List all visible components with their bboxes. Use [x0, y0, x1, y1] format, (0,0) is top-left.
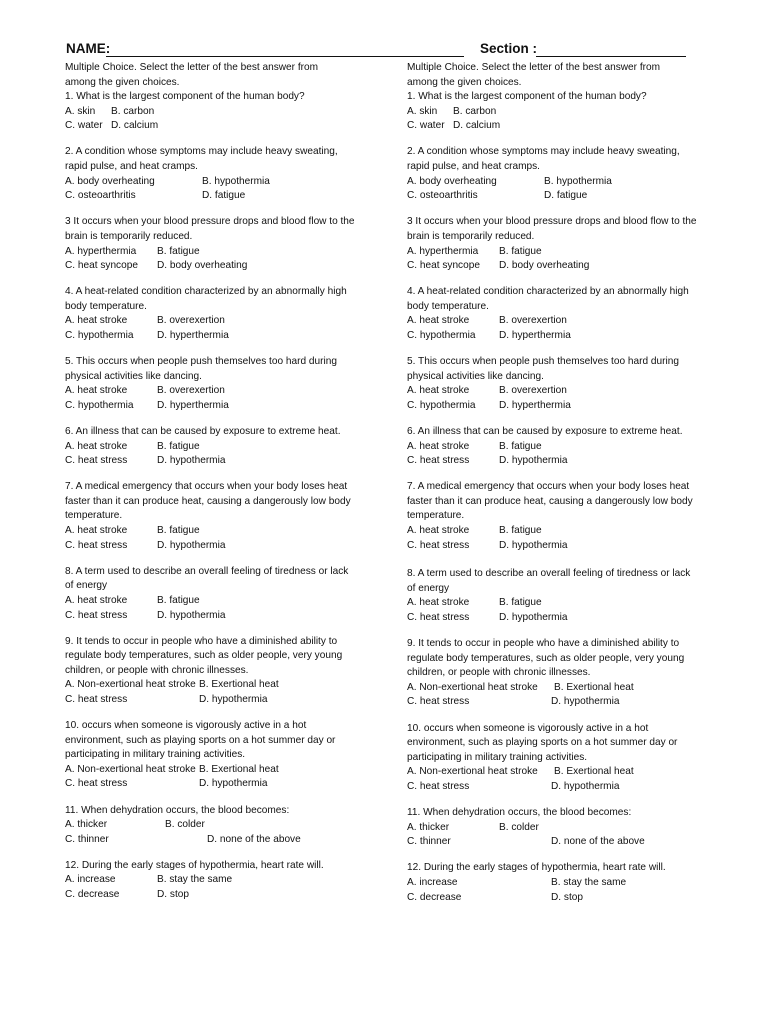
- question-text: 6. An illness that can be caused by exposure to extreme heat.: [407, 425, 683, 437]
- option-row: [65, 539, 385, 554]
- answer-option[interactable]: B. fatigue: [157, 245, 200, 257]
- option-row: [407, 876, 727, 891]
- question-item: [65, 355, 385, 413]
- question-item: [407, 637, 727, 710]
- question-text: 7. A medical emergency that occurs when your body loses heat faster than it can produce heat, causing a dangerously low body temperature.: [407, 481, 693, 522]
- option-row: [65, 175, 385, 190]
- question-text: 6. An illness that can be caused by exposure to extreme heat.: [65, 425, 341, 437]
- option-row: [407, 454, 727, 469]
- answer-option[interactable]: B. overexertion: [157, 315, 225, 327]
- option-row: [407, 119, 727, 134]
- question-text: 11. When dehydration occurs, the blood becomes:: [65, 804, 290, 816]
- answer-option[interactable]: D. none of the above: [551, 836, 645, 848]
- option-row: [65, 384, 385, 399]
- answer-option[interactable]: D. hyperthermia: [499, 330, 571, 341]
- option-row: [65, 888, 385, 903]
- option-row: [407, 384, 727, 399]
- answer-option[interactable]: C. hypothermia: [65, 399, 134, 411]
- answer-option[interactable]: D. calcium: [111, 120, 159, 132]
- answer-option[interactable]: D. body overheating: [499, 260, 590, 272]
- question-item: [407, 425, 727, 469]
- question-text: 9. It tends to occur in people who have a diminished ability to regulate body temperatures, such as older people, very young children, or people with chronic illnesses.: [65, 635, 343, 676]
- answer-option[interactable]: D. hypothermia: [499, 612, 568, 623]
- quiz-column-right: [407, 61, 727, 917]
- option-row: [65, 609, 385, 624]
- answer-option[interactable]: C. heat syncope: [407, 260, 480, 272]
- name-blank-line[interactable]: [106, 56, 464, 57]
- question-item: [65, 145, 385, 203]
- answer-option[interactable]: C. hypothermia: [407, 330, 476, 341]
- answer-option[interactable]: A. Non-exertional heat stroke: [407, 681, 538, 693]
- question-item: [65, 215, 385, 273]
- question-text: 10. occurs when someone is vigorously active in a hot environment, such as playing sports on a hot summer day or participating in military training activities.: [65, 720, 336, 761]
- answer-option[interactable]: C. heat stress: [65, 693, 128, 705]
- answer-option[interactable]: B. stay the same: [157, 874, 233, 886]
- question-text: 8. A term used to describe an overall feeling of tiredness or lack of energy: [65, 565, 349, 592]
- option-row: [407, 105, 727, 120]
- answer-option[interactable]: B. overexertion: [499, 315, 567, 327]
- answer-option[interactable]: B. fatigue: [499, 440, 542, 452]
- answer-option[interactable]: D. hypothermia: [551, 780, 620, 792]
- answer-option[interactable]: D. hypothermia: [199, 693, 268, 705]
- header: [0, 41, 768, 63]
- answer-option[interactable]: A. Non-exertional heat stroke: [65, 679, 196, 691]
- answer-option[interactable]: A. Non-exertional heat stroke: [407, 766, 538, 778]
- option-row: [65, 119, 385, 134]
- question-item: [407, 806, 727, 850]
- option-row: [65, 763, 385, 778]
- answer-option[interactable]: B. overexertion: [499, 385, 567, 397]
- question-item: [65, 565, 385, 623]
- option-row: [407, 259, 727, 274]
- option-row: [407, 524, 727, 539]
- answer-option[interactable]: C. heat stress: [65, 539, 128, 551]
- answer-option[interactable]: D. hypothermia: [499, 539, 568, 551]
- answer-option[interactable]: D. stop: [551, 891, 583, 903]
- answer-option[interactable]: A. body overheating: [65, 175, 155, 187]
- answer-option[interactable]: A. heat stroke: [65, 594, 128, 606]
- option-row: [407, 681, 727, 696]
- option-row: [407, 175, 727, 190]
- answer-option[interactable]: D. hyperthermia: [499, 399, 571, 411]
- answer-option[interactable]: A. heat stroke: [65, 315, 128, 327]
- answer-option[interactable]: B. carbon: [453, 105, 497, 117]
- answer-option[interactable]: B. colder: [165, 819, 205, 831]
- answer-option[interactable]: D. hypothermia: [551, 696, 620, 708]
- name-label: NAME:: [66, 41, 111, 56]
- section-blank-line[interactable]: [536, 56, 686, 57]
- option-row: [65, 454, 385, 469]
- answer-option[interactable]: A. hyperthermia: [407, 245, 479, 257]
- answer-option[interactable]: C. heat stress: [65, 778, 128, 790]
- question-item: [407, 722, 727, 795]
- option-row: [407, 835, 727, 850]
- question-item: [65, 425, 385, 469]
- question-item: [407, 145, 727, 203]
- answer-option[interactable]: A. thicker: [407, 821, 450, 833]
- answer-option[interactable]: B. fatigue: [499, 525, 542, 537]
- answer-option[interactable]: C. osteoarthritis: [65, 190, 136, 202]
- answer-option[interactable]: C. hypothermia: [407, 399, 476, 411]
- answer-option[interactable]: B. fatigue: [157, 594, 200, 606]
- option-row: [65, 693, 385, 708]
- answer-option[interactable]: A. heat stroke: [407, 385, 470, 397]
- question-text: 5. This occurs when people push themselves too hard during physical activities like dancing.: [65, 356, 337, 382]
- answer-option[interactable]: B. carbon: [111, 105, 155, 117]
- question-text: 1. What is the largest component of the human body?: [407, 91, 647, 103]
- answer-option[interactable]: A. increase: [407, 876, 458, 888]
- answer-option[interactable]: C. heat stress: [407, 612, 470, 623]
- question-text: 1. What is the largest component of the human body?: [65, 91, 305, 103]
- answer-option[interactable]: C. thinner: [407, 836, 451, 848]
- answer-option[interactable]: D. hypothermia: [199, 778, 268, 790]
- question-item: [407, 567, 727, 625]
- question-text: 2. A condition whose symptoms may include heavy sweating, rapid pulse, and heat cramps.: [407, 146, 680, 173]
- answer-option[interactable]: A. thicker: [65, 819, 108, 831]
- option-row: [65, 524, 385, 539]
- quiz-column-left: [65, 61, 385, 914]
- answer-option[interactable]: B. colder: [499, 821, 539, 833]
- answer-option[interactable]: B. hypothermia: [202, 175, 270, 187]
- answer-option[interactable]: C. osteoarthritis: [407, 190, 478, 202]
- answer-option[interactable]: C. decrease: [407, 891, 462, 903]
- answer-option[interactable]: C. decrease: [65, 889, 120, 900]
- answer-option[interactable]: D. hypothermia: [157, 609, 226, 621]
- answer-option[interactable]: C. thinner: [65, 833, 109, 845]
- option-row: [65, 777, 385, 792]
- question-text: 12. During the early stages of hypothermia, heart rate will.: [407, 862, 666, 874]
- option-row: [65, 594, 385, 609]
- answer-option[interactable]: B. Exertional heat: [199, 679, 279, 691]
- answer-option[interactable]: A. increase: [65, 874, 116, 886]
- answer-option[interactable]: A. heat stroke: [407, 525, 470, 537]
- question-text: 10. occurs when someone is vigorously active in a hot environment, such as playing sports on a hot summer day or participating in military training activities.: [407, 722, 678, 763]
- question-text: 3 It occurs when your blood pressure drops and blood flow to the brain is temporarily reduced.: [65, 216, 355, 242]
- question-item: [407, 285, 727, 343]
- answer-option[interactable]: D. hypothermia: [499, 455, 568, 467]
- answer-option[interactable]: A. hyperthermia: [65, 245, 137, 257]
- option-row: [65, 818, 385, 833]
- question-item: [65, 635, 385, 708]
- question-item: [65, 480, 385, 553]
- answer-option[interactable]: A. heat stroke: [65, 440, 128, 452]
- option-row: [407, 245, 727, 260]
- option-row: [407, 765, 727, 780]
- answer-option[interactable]: D. calcium: [453, 120, 501, 132]
- answer-option[interactable]: B. Exertional heat: [554, 681, 634, 693]
- answer-option[interactable]: D. hyperthermia: [157, 399, 229, 411]
- question-text: 12. During the early stages of hypothermia, heart rate will.: [65, 859, 324, 871]
- question-item: [407, 215, 727, 273]
- question-text: 4. A heat-related condition characterized by an abnormally high body temperature.: [65, 286, 347, 312]
- option-row: [65, 259, 385, 274]
- instructions: Multiple Choice. Select the letter of the best answer from among the given choices.: [65, 62, 319, 88]
- question-item: [65, 719, 385, 792]
- option-row: [407, 329, 727, 344]
- option-row: [407, 891, 727, 906]
- question-text: 3 It occurs when your blood pressure drops and blood flow to the brain is temporarily reduced.: [407, 216, 697, 242]
- answer-option[interactable]: A. heat stroke: [407, 440, 470, 452]
- question-text: 2. A condition whose symptoms may include heavy sweating, rapid pulse, and heat cramps.: [65, 146, 338, 173]
- question-text: 4. A heat-related condition characterized by an abnormally high body temperature.: [407, 286, 689, 312]
- answer-option[interactable]: B. hypothermia: [544, 175, 612, 187]
- option-row: [65, 399, 385, 414]
- answer-option[interactable]: D. body overheating: [157, 260, 248, 272]
- option-row: [65, 440, 385, 455]
- question-item: [65, 859, 385, 903]
- section-label: Section :: [480, 41, 538, 56]
- answer-option[interactable]: A. skin: [407, 105, 438, 117]
- option-row: [407, 539, 727, 554]
- answer-option[interactable]: C. heat stress: [407, 455, 470, 467]
- option-row: [65, 329, 385, 344]
- option-row: [65, 833, 385, 848]
- option-row: [407, 314, 727, 329]
- answer-option[interactable]: B. overexertion: [157, 385, 225, 397]
- question-item: [407, 355, 727, 413]
- answer-option[interactable]: C. heat stress: [65, 455, 128, 467]
- question-text: 9. It tends to occur in people who have a diminished ability to regulate body temperatures, such as older people, very young children, or people with chronic illnesses.: [407, 638, 685, 679]
- option-row: [65, 314, 385, 329]
- answer-option[interactable]: D. hyperthermia: [157, 330, 229, 341]
- answer-option[interactable]: C. heat stress: [407, 696, 470, 708]
- answer-option[interactable]: A. heat stroke: [65, 525, 128, 537]
- option-row: [65, 678, 385, 693]
- question-text: 8. A term used to describe an overall feeling of tiredness or lack of energy: [407, 568, 691, 594]
- question-text: 11. When dehydration occurs, the blood becomes:: [407, 807, 632, 819]
- answer-option[interactable]: B. fatigue: [499, 245, 542, 257]
- question-item: [407, 480, 727, 553]
- answer-option[interactable]: C. heat stress: [407, 539, 470, 551]
- answer-option[interactable]: C. water: [65, 120, 103, 132]
- answer-option[interactable]: A. skin: [65, 105, 96, 117]
- answer-option[interactable]: D. fatigue: [544, 190, 588, 202]
- option-row: [407, 440, 727, 455]
- option-row: [407, 611, 727, 626]
- question-item: [407, 861, 727, 905]
- answer-option[interactable]: A. heat stroke: [65, 385, 128, 397]
- instructions: Multiple Choice. Select the letter of the best answer from among the given choices.: [407, 62, 661, 88]
- answer-option[interactable]: C. water: [407, 120, 445, 132]
- answer-option[interactable]: B. stay the same: [551, 876, 627, 888]
- answer-option[interactable]: D. fatigue: [202, 190, 246, 202]
- option-row: [407, 596, 727, 611]
- answer-option[interactable]: C. hypothermia: [65, 330, 134, 341]
- answer-option[interactable]: C. heat stress: [65, 609, 128, 621]
- answer-option[interactable]: A. heat stroke: [407, 315, 470, 327]
- answer-option[interactable]: D. none of the above: [207, 833, 301, 845]
- option-row: [65, 189, 385, 204]
- question-item: [65, 90, 385, 134]
- option-row: [407, 695, 727, 710]
- question-text: 5. This occurs when people push themselves too hard during physical activities like dancing.: [407, 356, 679, 382]
- question-item: [65, 285, 385, 343]
- answer-option[interactable]: C. heat syncope: [65, 260, 138, 272]
- answer-option[interactable]: A. body overheating: [407, 175, 497, 187]
- answer-option[interactable]: D. hypothermia: [157, 539, 226, 551]
- answer-option[interactable]: A. heat stroke: [407, 597, 470, 609]
- answer-option[interactable]: B. Exertional heat: [199, 763, 279, 775]
- answer-option[interactable]: D. stop: [157, 889, 189, 900]
- option-row: [65, 245, 385, 260]
- answer-option[interactable]: B. Exertional heat: [554, 766, 634, 778]
- question-text: 7. A medical emergency that occurs when your body loses heat faster than it can produce heat, causing a dangerously low body temperature.: [65, 481, 351, 522]
- option-row: [407, 780, 727, 795]
- question-item: [407, 90, 727, 134]
- option-row: [65, 105, 385, 120]
- answer-option[interactable]: B. fatigue: [157, 525, 200, 537]
- question-item: [65, 804, 385, 848]
- option-row: [407, 189, 727, 204]
- answer-option[interactable]: B. fatigue: [157, 440, 200, 452]
- answer-option[interactable]: D. hypothermia: [157, 455, 226, 467]
- option-row: [407, 399, 727, 414]
- answer-option[interactable]: B. fatigue: [499, 597, 542, 609]
- option-row: [407, 821, 727, 836]
- answer-option[interactable]: A. Non-exertional heat stroke: [65, 763, 196, 775]
- answer-option[interactable]: C. heat stress: [407, 780, 470, 792]
- option-row: [65, 873, 385, 888]
